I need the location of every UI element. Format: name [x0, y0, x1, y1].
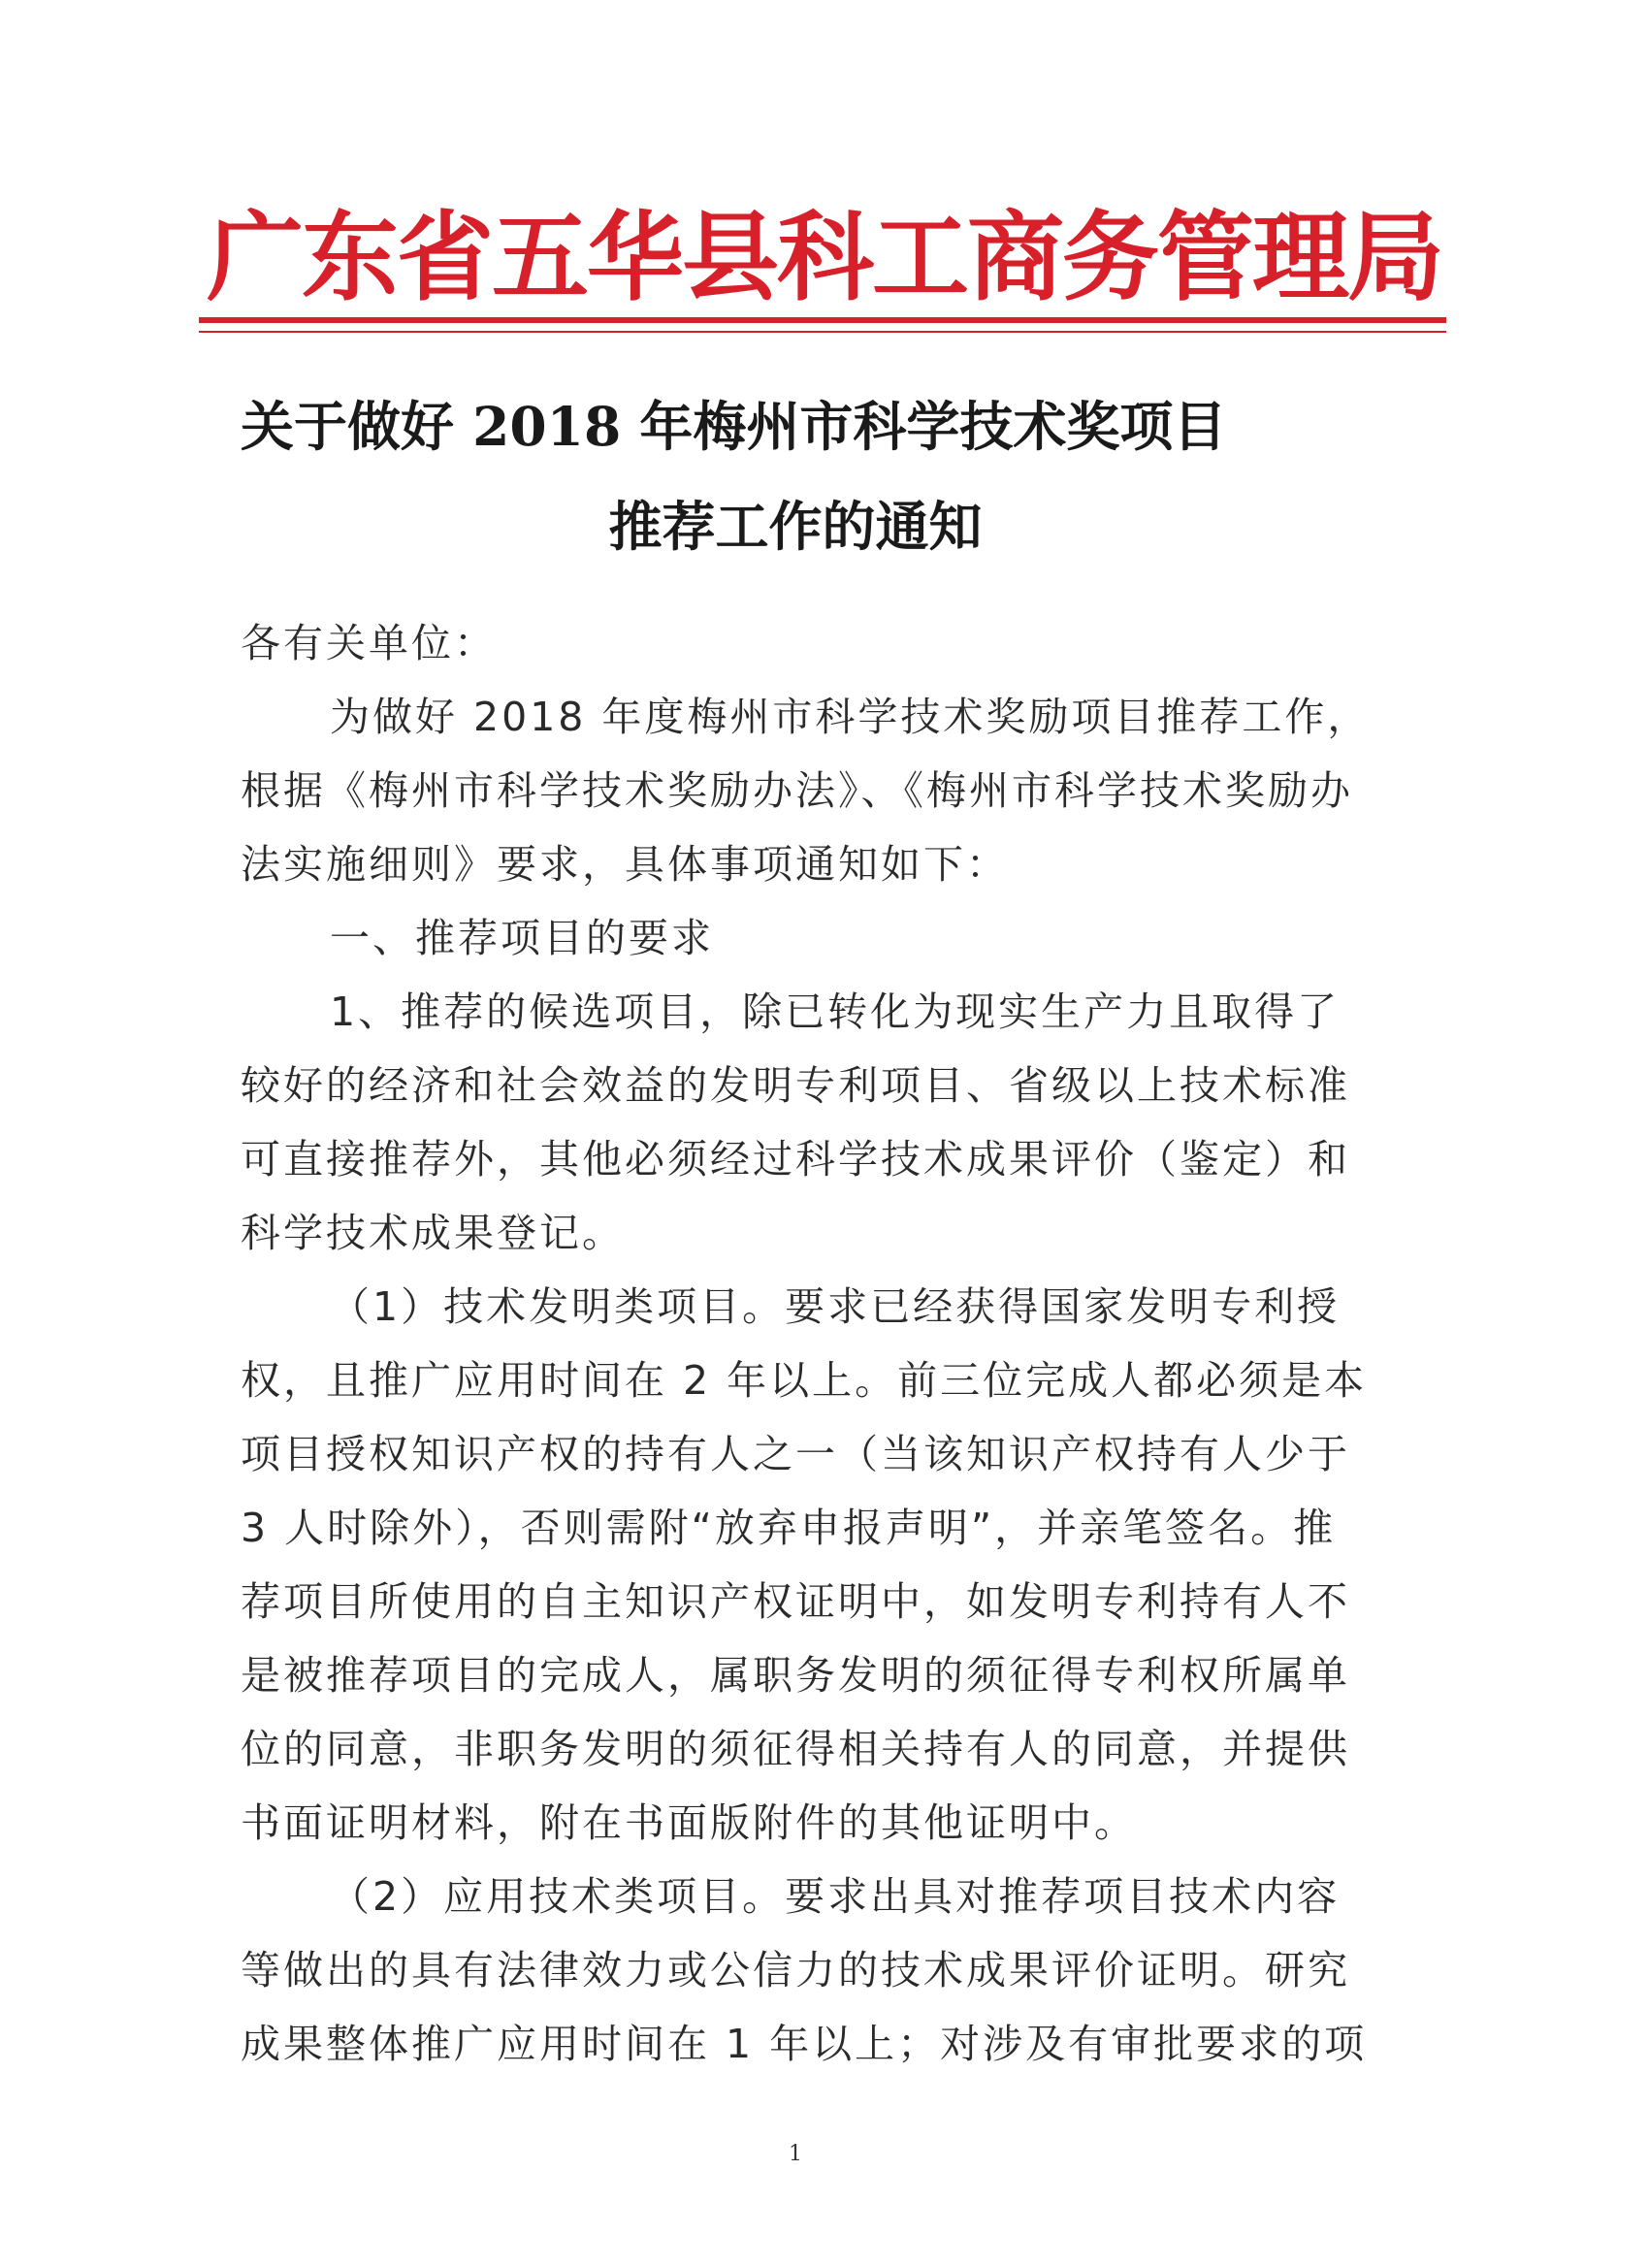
body-line: 较好的经济和社会效益的发明专利项目、省级以上技术标准	[241, 1062, 1350, 1109]
body-line: 为做好 2018 年度梅州市科学技术奖励项目推荐工作，	[330, 694, 1371, 740]
body-line: 可直接推荐外，其他必须经过科学技术成果评价（鉴定）和	[241, 1136, 1350, 1183]
section-heading: 一、推荐项目的要求	[330, 915, 714, 961]
body-line: 1、推荐的候选项目，除已转化为现实生产力且取得了	[330, 988, 1341, 1035]
body-line: 成果整体推广应用时间在 1 年以上；对涉及有审批要求的项	[241, 2021, 1368, 2067]
letterhead-org-name: 广东省五华县科工商务管理局	[207, 200, 1442, 314]
page-number: 1	[789, 2142, 802, 2166]
body-line: 3 人时除外），否则需附“放弃申报声明”，并亲笔签名。推	[241, 1505, 1337, 1551]
body-line: 科学技术成果登记。	[241, 1210, 625, 1256]
salutation: 各有关单位：	[241, 620, 497, 666]
body-line: 荐项目所使用的自主知识产权证明中，如发明专利持有人不	[241, 1578, 1350, 1625]
document-title-line-1: 关于做好 2018 年梅州市科学技术奖项目	[241, 395, 1227, 458]
body-line: （1）技术发明类项目。要求已经获得国家发明专利授	[330, 1283, 1341, 1330]
body-line: 位的同意，非职务发明的须征得相关持有人的同意，并提供	[241, 1726, 1350, 1772]
body-line: 等做出的具有法律效力或公信力的技术成果评价证明。研究	[241, 1947, 1350, 1993]
body-line: 是被推荐项目的完成人，属职务发明的须征得专利权所属单	[241, 1652, 1350, 1699]
body-line: （2）应用技术类项目。要求出具对推荐项目技术内容	[330, 1873, 1341, 1920]
body-line: 法实施细则》要求，具体事项通知如下：	[241, 841, 1009, 888]
letterhead-rule-thin	[199, 331, 1446, 333]
document-title-line-2: 推荐工作的通知	[608, 495, 983, 558]
body-line: 权，且推广应用时间在 2 年以上。前三位完成人都必须是本	[241, 1357, 1368, 1404]
body-line: 书面证明材料，附在书面版附件的其他证明中。	[241, 1799, 1137, 1846]
body-line: 项目授权知识产权的持有人之一（当该知识产权持有人少于	[241, 1431, 1350, 1477]
document-body	[241, 606, 1371, 2081]
body-line: 根据《梅州市科学技术奖励办法》、《梅州市科学技术奖励办	[241, 767, 1353, 814]
letterhead-rule-thick	[199, 317, 1446, 323]
